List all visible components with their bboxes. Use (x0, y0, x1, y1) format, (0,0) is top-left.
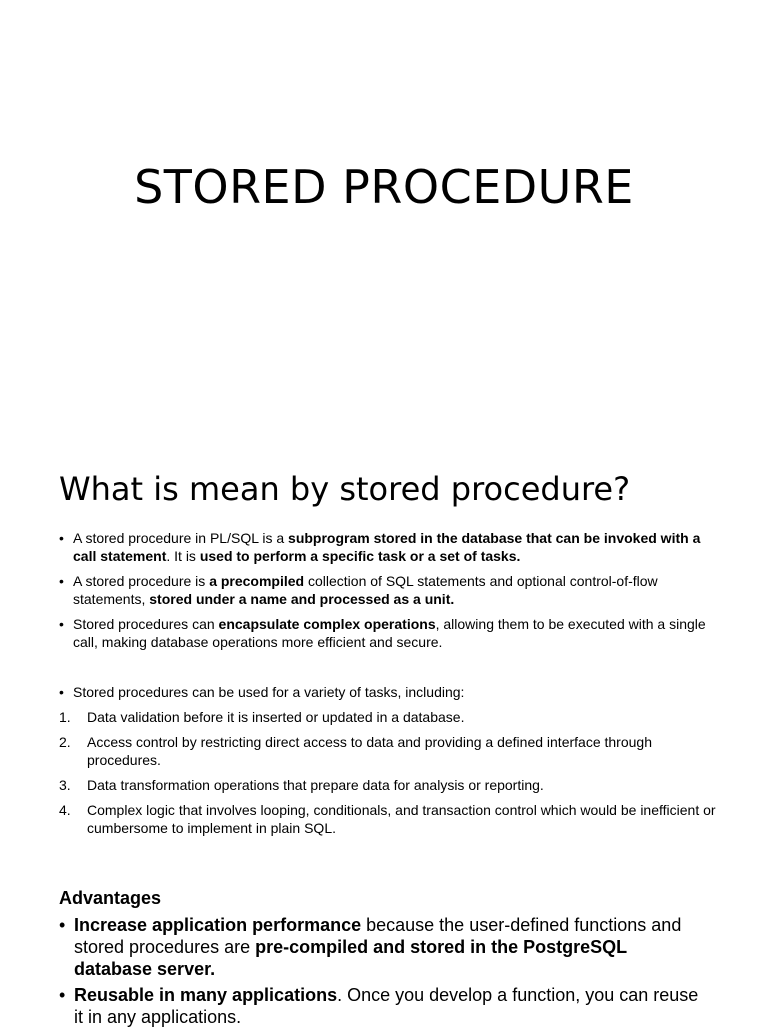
item-number: 3. (59, 777, 71, 793)
definition-bullet-list (59, 529, 719, 658)
item-text: Data validation before it is inserted or updated in a database. (87, 709, 465, 725)
bullet-marker: • (59, 915, 66, 935)
bullet-marker: • (59, 985, 66, 1005)
item-text: Data transformation operations that prepare data for analysis or reporting. (87, 777, 544, 793)
page-title: STORED PROCEDURE (134, 160, 634, 214)
item-bold-text: Increase application performance (74, 915, 362, 935)
advantages-list (59, 914, 709, 1032)
item-bold-text: subprogram stored in the database that can be invoked with a call statement (73, 530, 701, 564)
list-item (59, 572, 719, 608)
list-item (59, 683, 719, 701)
item-text: , allowing them to be executed with a single call, making database operations more efficient and secure. (73, 616, 706, 650)
item-bold-text: Reusable in many applications (74, 985, 338, 1005)
bullet-marker: • (59, 530, 64, 546)
item-bold-text: a precompiled (209, 573, 305, 589)
item-text: collection of SQL statements and optional control-of-flow statements, (73, 573, 658, 607)
section-heading: What is mean by stored procedure? (59, 470, 631, 508)
item-text: A stored procedure in PL/SQL is a (73, 530, 289, 546)
item-text: because the user-defined functions and stored procedures are (74, 915, 682, 957)
item-text: Access control by restricting direct access to data and providing a defined interface through procedures. (87, 734, 652, 768)
item-text: Stored procedures can (73, 616, 219, 632)
list-item (59, 776, 719, 794)
item-text: Complex logic that involves looping, conditionals, and transaction control which would be inefficient or cumbersome to implement in plain SQL. (87, 802, 716, 836)
list-item (59, 529, 719, 565)
list-item (59, 708, 719, 726)
item-number: 2. (59, 734, 71, 750)
list-item (59, 733, 719, 769)
item-number: 4. (59, 802, 71, 818)
item-bold-text: stored under a name and processed as a unit. (149, 591, 455, 607)
bullet-marker: • (59, 684, 64, 700)
item-text: A stored procedure is (73, 573, 210, 589)
item-bold-text: used to perform a specific task or a set of tasks. (199, 548, 521, 564)
advantages-heading: Advantages (59, 888, 162, 908)
uses-numbered-list (59, 708, 719, 844)
list-item (59, 984, 709, 1028)
item-text: . Once you develop a function, you can reuse it in any applications. (74, 985, 699, 1027)
item-number: 1. (59, 709, 71, 725)
list-item (59, 801, 719, 837)
list-item (59, 914, 709, 980)
item-bold-text: pre-compiled and stored in the PostgreSQL database server. (74, 937, 627, 979)
bullet-marker: • (59, 573, 64, 589)
bullet-marker: • (59, 616, 64, 632)
item-text: . It is (166, 548, 200, 564)
list-item (59, 615, 719, 651)
uses-intro-text: Stored procedures can be used for a variety of tasks, including: (73, 684, 465, 700)
uses-intro-list (59, 683, 719, 708)
item-bold-text: encapsulate complex operations (218, 616, 436, 632)
